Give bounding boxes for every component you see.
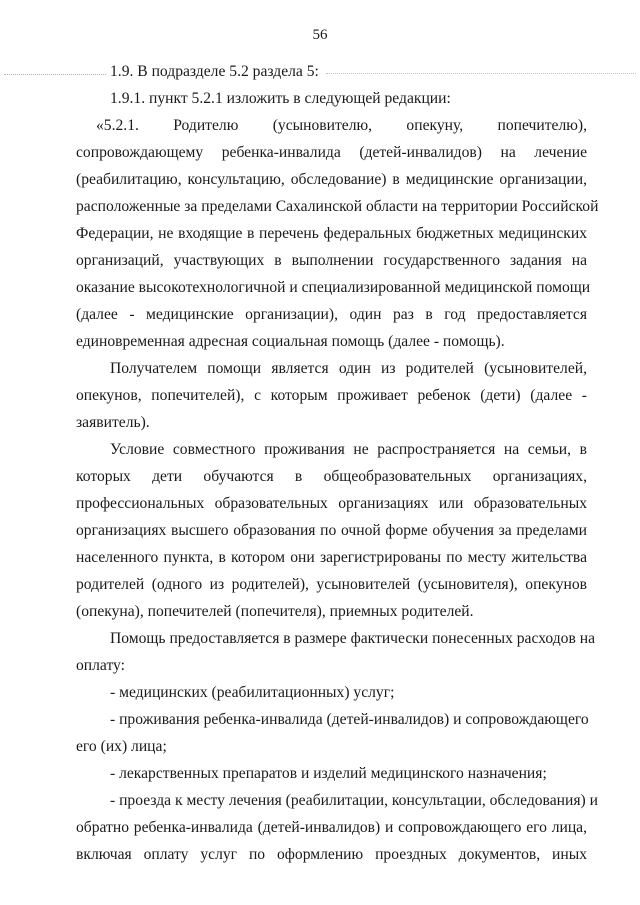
text-line: сопровождающему ребенка-инвалида (детей-инвалидов) на лечение <box>76 144 587 161</box>
text-line: которых дети обучаются в общеобразовательных организациях, <box>76 468 587 485</box>
text-line: Помощь предоставляется в размере фактически понесенных расходов на <box>110 630 596 647</box>
text-line: населенного пункта, в котором они зарегистрированы по месту жительства <box>76 549 587 566</box>
scan-artifact <box>4 74 106 77</box>
text-line: (опекуна), попечителей (попечителя), приемных родителей. <box>76 603 474 620</box>
text-line: Получателем помощи является один из родителей (усыновителей, <box>110 360 587 377</box>
text-line: профессиональных образовательных организациях или образовательных <box>76 495 587 512</box>
text-line: его (их) лица; <box>76 738 167 755</box>
text-line: опекунов, попечителей), с которым проживает ребенок (дети) (далее - <box>76 387 587 404</box>
text-line: родителей (одного из родителей), усыновителей (усыновителя), опекунов <box>76 576 587 593</box>
text-line: оказание высокотехнологичной и специализированной медицинской помощи <box>76 279 591 296</box>
text-line: единовременная адресная социальная помощь (далее - помощь). <box>76 333 505 350</box>
text-line: Условие совместного проживания не распространяется на семьи, в <box>110 441 587 458</box>
text-line: 1.9. В подразделе 5.2 раздела 5: <box>110 63 319 80</box>
text-line: организаций, участвующих в выполнении государственного задания на <box>76 252 587 269</box>
text-line: (далее - медицинские организации), один раз в год предоставляется <box>76 306 587 323</box>
text-line: - медицинских (реабилитационных) услуг; <box>110 684 395 701</box>
text-line: организациях высшего образования по очной форме обучения за пределами <box>76 522 587 539</box>
text-line: - проживания ребенка-инвалида (детей-инвалидов) и сопровождающего <box>110 711 589 728</box>
text-line: обратно ребенка-инвалида (детей-инвалидов) и сопровождающего его лица, <box>76 819 587 836</box>
text-line: оплату: <box>76 657 125 674</box>
text-line: Федерации, не входящие в перечень федеральных бюджетных медицинских <box>76 225 587 242</box>
text-line: - лекарственных препаратов и изделий медицинского назначения; <box>110 765 547 782</box>
text-line: 1.9.1. пункт 5.2.1 изложить в следующей редакции: <box>110 90 451 107</box>
text-line: «5.2.1. Родителю (усыновителю, опекуну, попечителю), <box>96 117 587 134</box>
text-line: расположенные за пределами Сахалинской области на территории Российской <box>76 198 599 215</box>
text-line: (реабилитацию, консультацию, обследование) в медицинские организации, <box>76 171 587 188</box>
page-number: 56 <box>312 27 328 43</box>
text-line: включая оплату услуг по оформлению проездных документов, иных <box>76 846 587 863</box>
text-line: заявитель). <box>76 414 150 431</box>
text-line: - проезда к месту лечения (реабилитации, консультации, обследования) и <box>110 792 598 809</box>
